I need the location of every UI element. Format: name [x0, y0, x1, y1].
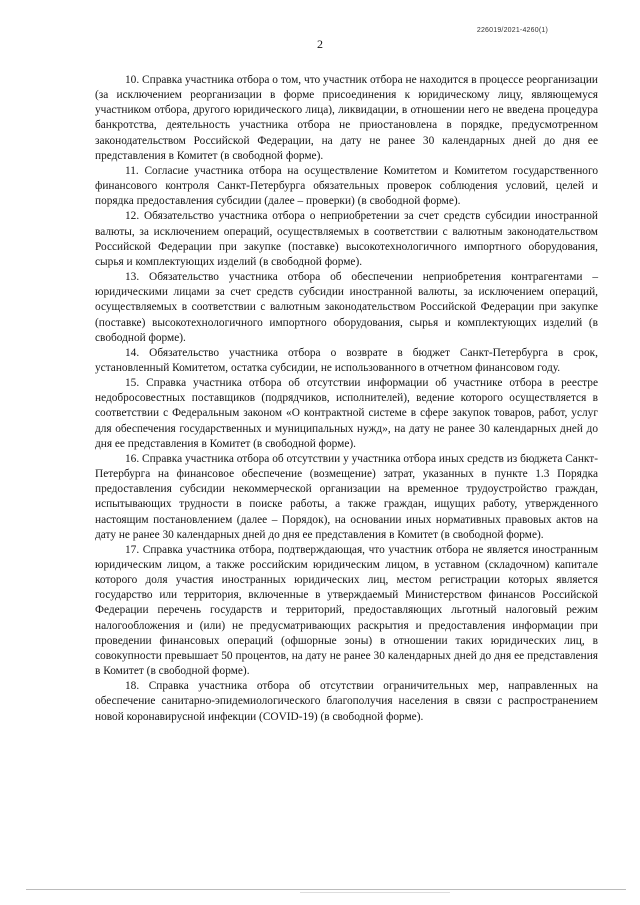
paragraph-10: 10. Справка участника отбора о том, что участник отбора не находится в процессе реорганизации (за исключением реорганизации в форме присоединения к юридическому лицу, являющемуся участником отбора, другого юридического лица), ликвидации, в отношении него не введена процедура банкротства, деятельность участника отбора не приостановлена в порядке, предусмотренном законодательством Российской Федерации, на дату не ранее 30 календарных дней до дня ее представления в Комитет (в свободной форме). [95, 74, 598, 162]
paragraph-11: 11. Согласие участника отбора на осуществление Комитетом и Комитетом государственного финансового контроля Санкт-Петербурга обязательных проверок соблюдения условий, целей и порядка предоставления субсидии (далее – проверки) (в свободной форме). [95, 164, 598, 208]
page-number: 2 [317, 37, 323, 51]
paragraph-18: 18. Справка участника отбора об отсутствии ограничительных мер, направленных на обеспечение санитарно-эпидемиологического благополучия населения в связи с распространением новой коронавирусной инфекции (COVID-19) (в свободной форме). [95, 680, 598, 723]
document-id: 226019/2021-4260(1) [476, 27, 548, 34]
paragraph-13: 13. Обязательство участника отбора об обеспечении неприобретения контрагентами – юридическими лицами за счет средств субсидии иностранной валюты, за исключением операций, осуществляемых в соответствии с валютным законодательством Российской Федерации при закупке (поставке) высокотехнологичного импортного оборудования, сырья и комплектующих изделий (в свободной форме). [95, 271, 598, 344]
paragraph-16: 16. Справка участника отбора об отсутствии у участника отбора иных средств из бюджета Санкт-Петербурга на финансовое обеспечение (возмещение) затрат, указанных в пункте 1.3 Порядка предоставления субсидии некоммерческой организации на временное трудоустройство граждан, испытывающих трудности в поиске работы, а также граждан, ищущих работу, утвержденного настоящим постановлением (далее – Порядок), на основании иных нормативных правовых актов на дату не ранее 30 календарных дней до дня ее представления в Комитет (в свободной форме). [95, 452, 598, 541]
paragraph-14: 14. Обязательство участника отбора о возврате в бюджет Санкт-Петербурга в срок, установленный Комитетом, остатка субсидии, не использованного в отчетном финансовом году. [95, 346, 598, 374]
paragraph-15: 15. Справка участника отбора об отсутствии информации об участнике отбора в реестре недобросовестных поставщиков (подрядчиков, исполнителей), ведение которого осуществляется в соответствии с Федеральным законом «О контрактной системе в сфере закупок товаров, работ, услуг для обеспечения государственных и муниципальных нужд», на дату не ранее 30 календарных дней до дня ее представления в Комитет (в свободной форме). [95, 377, 598, 450]
paragraph-12: 12. Обязательство участника отбора о неприобретении за счет средств субсидии иностранной валюты, за исключением операций, осуществляемых в соответствии с валютным законодательством Российской Федерации при закупке (поставке) высокотехнологичного импортного оборудования, сырья и комплектующих изделий (в свободной форме). [95, 210, 598, 268]
scan-edge-line [26, 889, 626, 890]
scan-edge-line-secondary [300, 892, 450, 893]
paragraph-17: 17. Справка участника отбора, подтверждающая, что участник отбора не является иностранным юридическим лицом, а также российским юридическим лицом, в уставном (складочном) капитале которого доля участия иностранных юридических лиц, местом регистрации которых является государство или территория, включенные в утверждаемый Министерством финансов Российской Федерации перечень государств и территорий, предоставляющих льготный налоговый режим налогообложения и (или) не предусматривающих раскрытия и предоставления информации при проведении финансовых операций (офшорные зоны) в отношении таких юридических лиц, в совокупности превышает 50 процентов, на дату не ранее 30 календарных дней до дня ее представления в Комитет (в свободной форме). [95, 543, 598, 678]
document-body [95, 73, 598, 725]
